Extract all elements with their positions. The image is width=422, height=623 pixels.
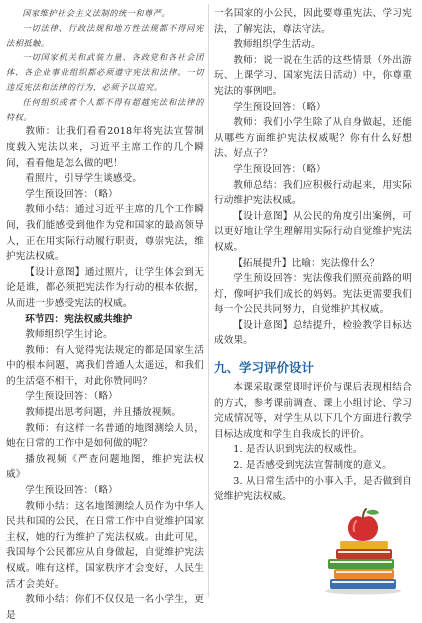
constitution-quote: 国家维护社会主义法制的统一和尊严。 [22, 8, 171, 18]
design-intent-paragraph: 【设计意图】从公民的角度引出案例，可以更好地让学生理解用实际行动自觉维护宪法权威。 [214, 210, 412, 253]
body-paragraph: 教师：有人觉得宪法规定的都是国家生活中的根本问题，离我们普通人太遥远，和我们的生活毫不相干，对此你赞同吗？ [6, 344, 204, 387]
section-title: 九、学习评价设计 [214, 360, 315, 376]
column-divider [208, 4, 209, 597]
body-paragraph: 教师总结：我们应积极行动起来，用实际行动维护宪法权威。 [214, 179, 412, 207]
constitution-quote: 一切国家机关和武装力量、各政党和各社会团体、各企业事业组织都必须遵守宪法和法律。一切违反宪法和法律的行为，必须予以追究。 [6, 52, 204, 92]
right-column [214, 6, 412, 505]
body-paragraph: 一名国家的小公民，因此要尊重宪法、学习宪法，了解宪法，尊法守法。 [214, 8, 412, 35]
body-paragraph: 教师组织学生活动。 [233, 39, 321, 51]
list-item: 2. 是否感受到宪法宣誓制度的意义。 [233, 460, 392, 472]
list-item: 3. 从日常生活中的小事入手，是否做到自觉维护宪法权威。 [214, 475, 412, 503]
body-paragraph: 本课采取课堂即时评价与课后表现相结合的方式，参考课前调查、课上小组讨论、学习完成情况等，对学生从以下几个方面进行教学目标达成度和学生自我成长的评价。 [214, 382, 412, 440]
design-intent-paragraph: 【设计意图】总结提升，检验教学目标达成效果。 [214, 319, 412, 347]
body-paragraph: 看照片，引导学生谈感受。 [25, 173, 143, 185]
body-paragraph: 教师小结：通过习近平主席的几个工作瞬间，我们能感受到他作为党和国家的最高领导人，正在用实际行动履行职责，尊崇宪法，维护宪法权威。 [6, 204, 204, 263]
design-intent-paragraph: 【设计意图】通过照片，让学生体会到无论是谁，都必须把宪法作为行动的根本依据，从而进一步感受宪法的权威。 [6, 266, 204, 309]
body-paragraph: 学生预设回答：（略） [233, 101, 326, 113]
body-paragraph: 【拓展提升】比喻：宪法像什么？ [233, 257, 380, 269]
constitution-quote: 任何组织或者个人都不得有超越宪法和法律的特权。 [6, 96, 204, 122]
body-paragraph: 学生预设回答：（略） [233, 163, 326, 175]
body-paragraph: 教师：有这样一名普通的地图测绘人员，她在日常的工作中是如何做的呢？ [6, 422, 204, 450]
body-paragraph: 学生预设回答：（略） [25, 188, 118, 200]
body-paragraph: 教师组织学生讨论。 [25, 329, 113, 341]
body-paragraph: 播放视频《严查问题地图，维护宪法权威》 [6, 453, 204, 481]
subsection-heading: 环节四：宪法权威共维护 [25, 313, 133, 325]
body-paragraph: 教师小结：你们不仅仅是一名小学生，更是 [6, 594, 204, 621]
apple-on-books-icon [322, 505, 404, 595]
constitution-quote: 一切法律、行政法规和地方性法规都不得同宪法相抵触。 [6, 22, 204, 48]
body-paragraph: 学生预设回答：（略） [25, 391, 118, 403]
body-paragraph: 学生预设回答：（略） [25, 485, 118, 497]
body-paragraph: 教师小结：这名地图测绘人员作为中华人民共和国的公民，在日常工作中自觉维护国家主权，她的行为维护了宪法权威。由此可见，我国每个公民都应从自身做起，自觉维护宪法权威。唯有这样，国家秩序才会变好，人民生活才会美好。 [6, 500, 204, 590]
left-column [6, 6, 204, 623]
body-paragraph: 教师：我们小学生除了从自身做起，还能从哪些方面维护宪法权威呢？你有什么好想法、好点子？ [214, 117, 412, 160]
body-paragraph: 教师：说一说在生活的这些情景（外出游玩、上课学习、国家宪法日活动）中，你尊重宪法的事例吧。 [214, 54, 412, 97]
body-paragraph: 学生预设回答：宪法像我们照亮前路的明灯，像呵护我们成长的妈妈。宪法更需要我们每一个公民共同努力，自觉维护其权威。 [214, 273, 412, 316]
body-paragraph: 教师：让我们看看2018年将宪法宣誓制度载入宪法以来，习近平主席工作的几个瞬间，看看他是怎么做的吧！ [6, 126, 204, 169]
list-item: 1. 是否认识到宪法的权威性。 [233, 444, 363, 456]
body-paragraph: 教师提出思考问题，并且播放视频。 [25, 407, 182, 419]
